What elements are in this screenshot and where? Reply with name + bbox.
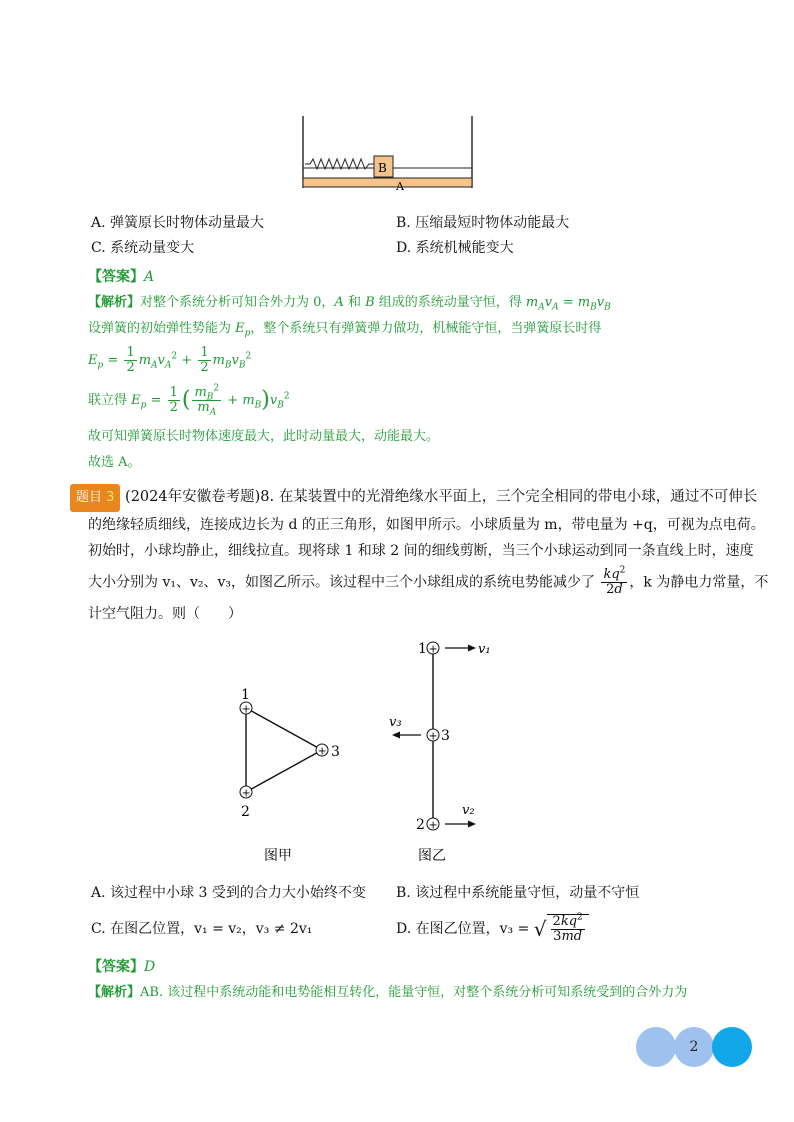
label-1-tri: 1 xyxy=(241,687,250,703)
q3-option-d-prefix: D. 在图乙位置，v₃ = xyxy=(396,921,530,937)
analysis-line1-text: 对整个系统分析可知合外力为 0，A 和 B 组成的系统动量守恒，得 $m_Av_A = m_Bv_B$ xyxy=(140,295,611,313)
charges-figure xyxy=(228,632,528,868)
label-2-line: 2 xyxy=(416,817,425,833)
page-number: 2 xyxy=(689,1039,699,1055)
answer-1 xyxy=(88,268,154,286)
energy-fraction: $\frac{kq^2}{2d}$ xyxy=(603,565,626,597)
arrow-v3 xyxy=(392,732,421,739)
badge-circle-left xyxy=(636,1027,676,1067)
question-3 xyxy=(70,484,769,627)
question-tag xyxy=(70,484,120,512)
board-a-label: A xyxy=(396,180,404,193)
ball-1-line xyxy=(427,642,439,656)
caption-right: 图乙 xyxy=(418,848,446,864)
analysis-line2-prefix: 设弹簧的初始弹性势能为 xyxy=(88,321,232,336)
caption-left: 图甲 xyxy=(264,848,292,864)
ball-3-line xyxy=(427,729,439,743)
q3-option-b: B. 该过程中系统能量守恒，动量不守恒 xyxy=(396,885,640,901)
tag-number: 3 xyxy=(106,490,115,505)
ball-2-tri xyxy=(240,786,252,800)
question-text-4 xyxy=(70,565,769,597)
analysis-3-line1 xyxy=(88,984,687,1002)
question-text-4-prefix: 大小分别为 v₁、v₂、v₃，如图乙所示。该过程中三个小球组成的系统电势能减少了 xyxy=(88,574,596,591)
badge-circle-right xyxy=(712,1027,752,1067)
label-1-line: 1 xyxy=(418,641,427,657)
page-number-badge xyxy=(636,1027,754,1067)
analysis-3-text: AB. 该过程中系统动能和电势能相互转化，能量守恒，对整个系统分析可知系统受到的合外力为 xyxy=(140,985,688,1000)
option-d: D. 系统机械能变大 xyxy=(396,240,514,256)
answer-3-label: 【答案】 xyxy=(88,959,144,975)
svg-text:+: + xyxy=(241,702,251,716)
svg-text:+: + xyxy=(428,818,438,832)
q3-option-d: D. 在图乙位置，v₃ = √ $\frac{2kq^2}{3md}$ xyxy=(396,914,589,944)
answer-label: 【答案】 xyxy=(88,269,144,285)
spring-block-figure xyxy=(296,112,476,194)
analysis-1-line5: 故可知弹簧原长时物体速度最大，此时动量最大，动能最大。 xyxy=(88,429,440,444)
arrow-v2 xyxy=(445,821,476,828)
arrow-v1 xyxy=(445,645,476,652)
analysis-line2-suffix: ，整个系统只有弹簧弹力做功，机械能守恒，当弹簧原长时得 xyxy=(250,321,602,336)
option-a: A. 弹簧原长时物体动量最大 xyxy=(91,215,265,231)
q3-option-a: A. 该过程中小球 3 受到的合力大小始终不变 xyxy=(91,885,366,901)
ball-2-line xyxy=(427,818,439,832)
svg-text:+: + xyxy=(428,729,438,743)
answer-value: A xyxy=(144,269,155,285)
analysis-1-line4: 联立得 $E_p$ = $\frac{1}{2}$ ( $\frac{m_B^2}{m_A}$ + $m_B)v_B^2$ xyxy=(88,383,290,418)
option-c: C. 系统动量变大 xyxy=(91,240,195,256)
analysis-label: 【解析】 xyxy=(88,295,141,310)
q3-option-c: C. 在图乙位置，v₁ = v₂，v₃ ≠ 2v₁ xyxy=(91,921,313,937)
question-text-2: 的绝缘轻质细线，连接成边长为 d 的正三角形，如图甲所示。小球质量为 m，带电量为 +q，可视为点电荷。 xyxy=(88,517,765,533)
svg-text:+: + xyxy=(317,744,327,758)
question-text-4-suffix: ，k 为静电力常量，不 xyxy=(629,574,769,591)
analysis-1-line1 xyxy=(88,294,611,312)
analysis-3-label: 【解析】 xyxy=(88,985,141,1000)
question-text-5: 计空气阻力。则（ ） xyxy=(88,606,242,622)
answer-3 xyxy=(88,958,155,976)
v2-label: v₂ xyxy=(462,803,475,818)
label-3-tri: 3 xyxy=(331,744,340,760)
analysis-1-line2: 设弹簧的初始弹性势能为 $E_p$，整个系统只有弹簧弹力做功，机械能守恒，当弹簧原长时得 xyxy=(88,321,602,339)
question-text-1: 在某装置中的光滑绝缘水平面上，三个完全相同的带电小球，通过不可伸长 xyxy=(278,489,758,505)
option-b: B. 压缩最短时物体动能最大 xyxy=(396,215,570,231)
label-3-line: 3 xyxy=(441,728,450,744)
analysis-line4-prefix: 联立得 xyxy=(88,393,128,408)
svg-text:+: + xyxy=(428,642,438,656)
question-text-3: 初始时，小球均静止，细线拉直。现将球 1 和球 2 间的细线剪断，当三个小球运动到同一条直线上时，速度 xyxy=(88,543,754,559)
question-source: (2024年安徽卷考题)8. xyxy=(125,489,275,505)
svg-text:+: + xyxy=(241,786,251,800)
answer-3-value: D xyxy=(144,959,156,975)
ball-1-tri xyxy=(240,702,252,716)
label-2-tri: 2 xyxy=(241,804,250,820)
ball-3-tri xyxy=(316,744,328,758)
tag-label: 题目 xyxy=(76,490,103,505)
analysis-1-line6: 故选 A。 xyxy=(88,455,141,470)
v3-label: v₃ xyxy=(389,715,402,730)
v1-label: v₁ xyxy=(478,642,491,657)
analysis-1-line3: $E_p$ = $\frac{1}{2}$ $m_Av_A^2$ + $\frac{1}{2}$ $m_Bv_B^2$ xyxy=(88,345,252,375)
block-b-label: B xyxy=(378,161,387,175)
